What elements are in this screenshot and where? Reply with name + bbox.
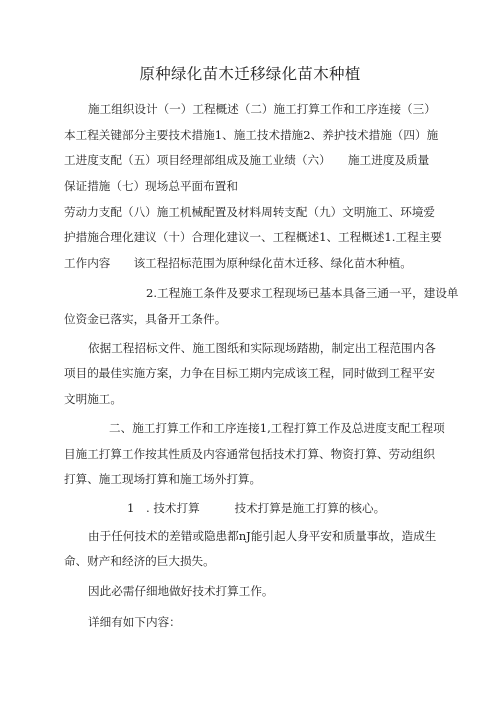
paragraph-line: 目施工打算工作按其性质及内容通常包括技术打算、物资打算、劳动组织 [64, 447, 436, 461]
paragraph-line: 位资金已落实，具备开工条件。 [64, 312, 227, 326]
paragraph-line: 依据工程招标文件、施工图纸和实际现场踏勘，制定出工程范围内各 [88, 341, 436, 355]
paragraph-line: 因此必需仔细地做好技术打算工作。 [88, 584, 274, 598]
paragraph-line: 1 . 技术打算 技术打算是施工打算的核心。 [127, 501, 386, 515]
paragraph-line: 命、财产和经济的巨大损失。 [64, 554, 215, 568]
paragraph-line: 劳动力支配（八）施工机械配置及材料周转支配（九）文明施工、环境爱 [64, 205, 436, 219]
paragraph-line: 施工组织设计（一）工程概述（二）施工打算工作和工序连接（三） [88, 102, 436, 116]
paragraph-line: 工作内容 该工程招标范围为原种绿化苗木迁移、绿化苗木种植。 [64, 256, 412, 270]
paragraph-line: 打算、施工现场打算和施工场外打算。 [64, 472, 262, 486]
paragraph-line: 2.工程施工条件及要求工程现场已基本具备三通一平，建设单 [146, 286, 459, 300]
paragraph-line: 护措施合理化建议（十）合理化建议一、工程概述1、工程概述1.工程主要 [64, 230, 442, 244]
paragraph-line: 二、施工打算工作和工序连接1,工程打算工作及总进度支配工程项 [109, 421, 445, 435]
paragraph-line: 文明施工。 [64, 392, 122, 406]
paragraph-line: 保证措施（七）现场总平面布置和 [64, 179, 238, 193]
paragraph-line: 详细有如下内容： [88, 615, 181, 629]
paragraph-line: 由于任何技术的差错或隐患都nJ能引起人身平安和质量事故，造成生 [88, 529, 437, 543]
paragraph-line: 项目的最佳实施方案，力争在目标工期内完成该工程，同时做到工程平安 [64, 366, 436, 380]
document-title: 原种绿化苗木迁移绿化苗木种植 [139, 65, 361, 83]
paragraph-line: 本工程关键部分主要技术措施1、施工技术措施2、养护技术措施（四）施 [64, 128, 439, 142]
paragraph-line: 工进度支配（五）项目经理部组成及施工业绩（六） 施工进度及质量 [64, 153, 430, 167]
